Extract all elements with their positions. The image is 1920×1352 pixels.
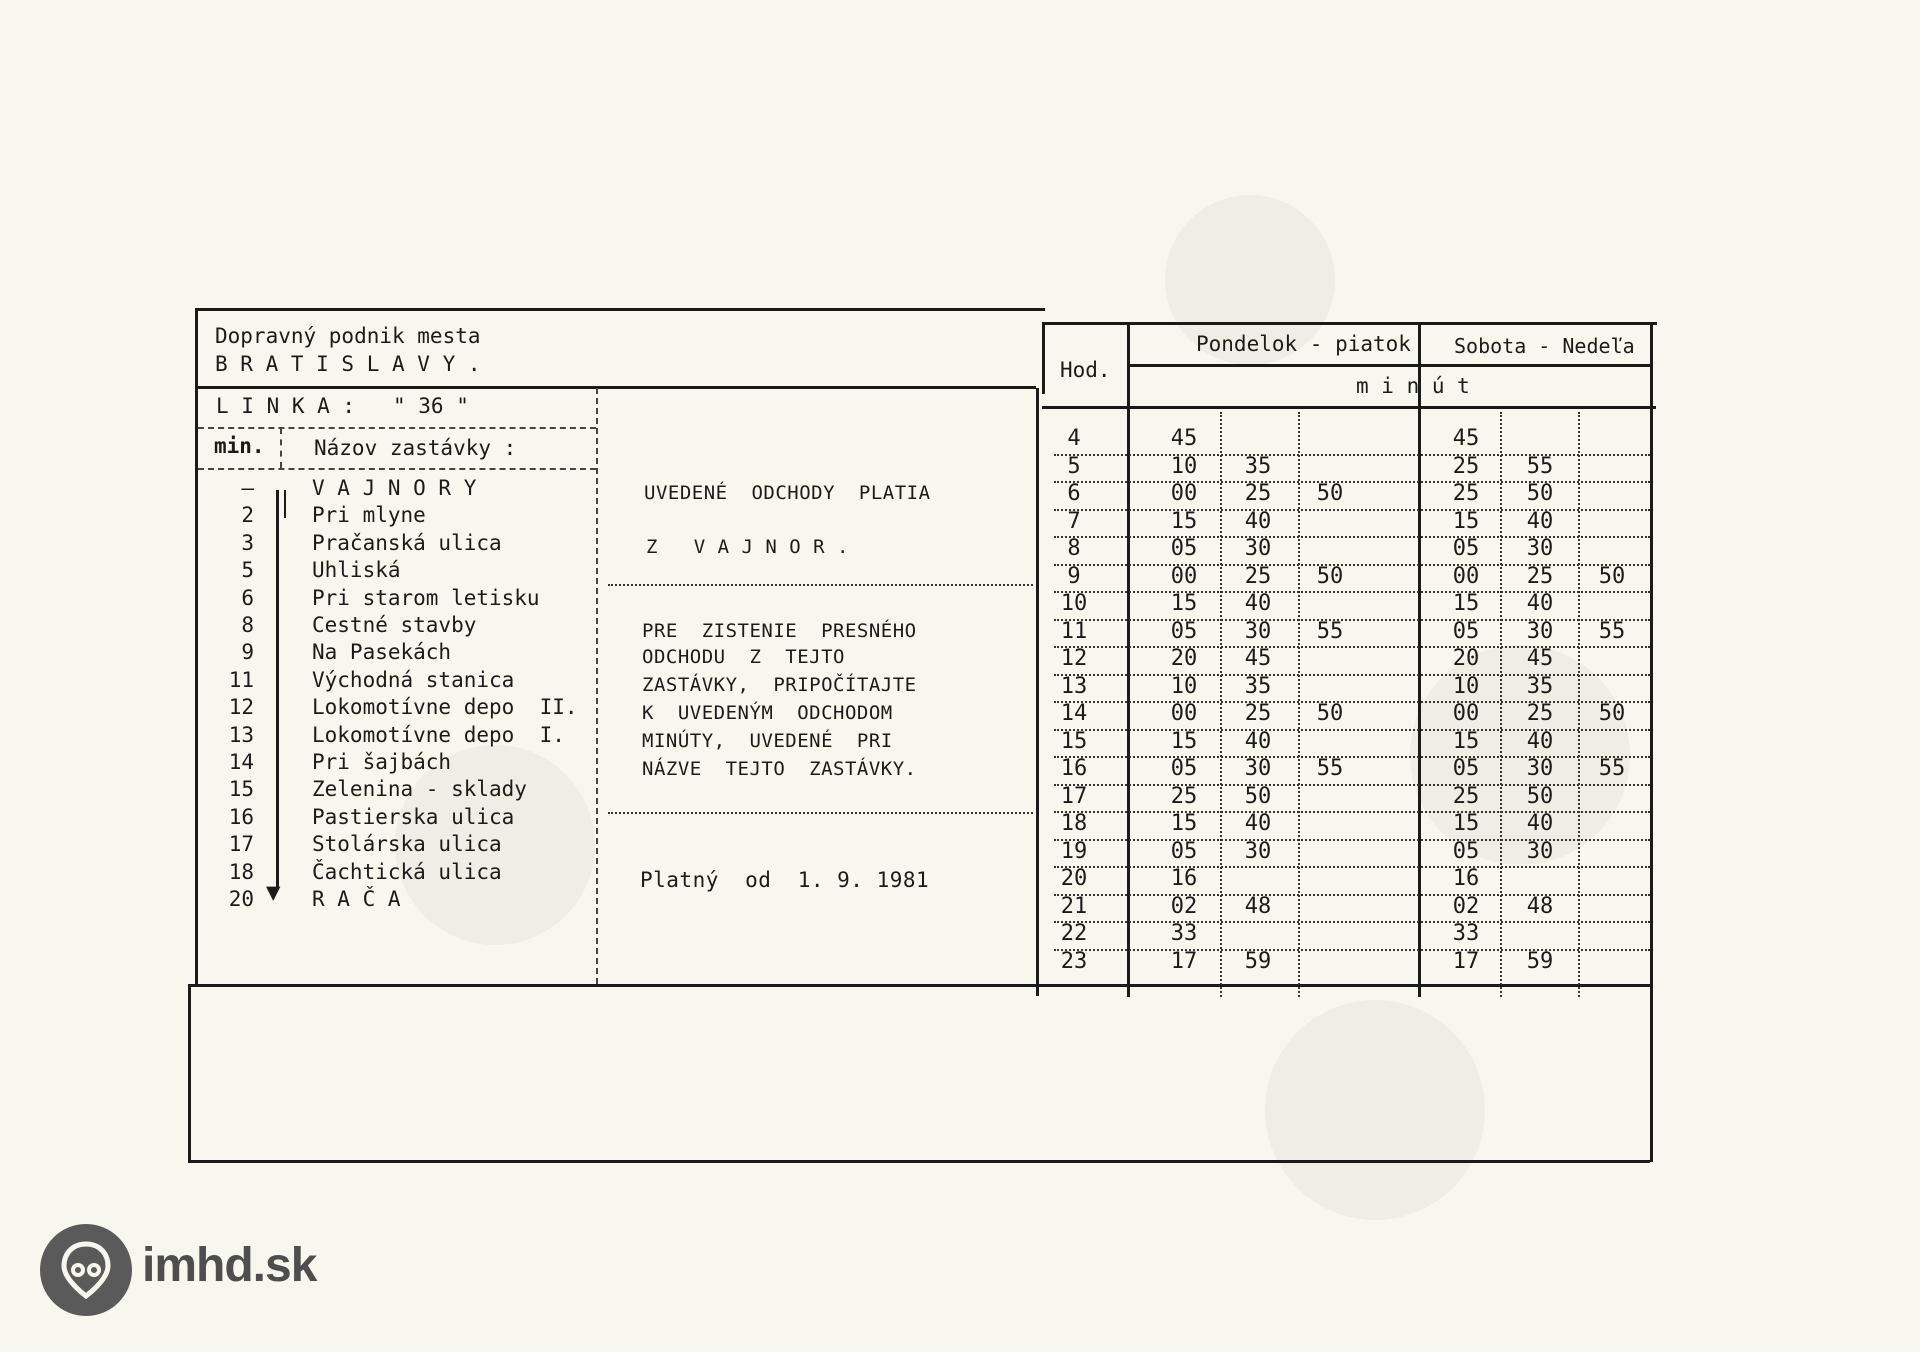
row-divider bbox=[1054, 564, 1650, 566]
hour-minutes-divider bbox=[1127, 322, 1130, 997]
weekday-minute-cell: 40 bbox=[1244, 508, 1272, 534]
weekday-minute-cell: 05 bbox=[1170, 536, 1198, 561]
stop-name: Lokomotívne depo I. bbox=[312, 722, 565, 747]
line-label-separator bbox=[198, 427, 596, 429]
weekend-minute-cell: 15 bbox=[1452, 591, 1480, 616]
weekend-minute-cell: 05 bbox=[1452, 618, 1480, 644]
hour-cell: 5 bbox=[1067, 453, 1081, 479]
weekday-header: Pondelok - piatok bbox=[1196, 332, 1411, 356]
instruction-line3: ZASTÁVKY, PRIPOČÍTAJTE bbox=[642, 674, 917, 696]
weekday-minute-cell: 45 bbox=[1170, 426, 1198, 451]
weekday-weekend-divider bbox=[1418, 322, 1421, 997]
weekend-minute-cell: 10 bbox=[1452, 673, 1480, 699]
hour-cell: 8 bbox=[1067, 536, 1081, 561]
weekday-minute-cell: 30 bbox=[1244, 838, 1272, 864]
stop-name: Pri starom letisku bbox=[312, 585, 540, 610]
hour-cell: 23 bbox=[1060, 948, 1088, 974]
stop-name: R A Č A bbox=[312, 887, 401, 911]
stop-minute: 14 bbox=[228, 750, 254, 774]
weekend-minute-cell: 50 bbox=[1526, 481, 1554, 506]
stop-minute: 17 bbox=[228, 832, 254, 857]
weekday-minute-cell: 17 bbox=[1170, 948, 1198, 974]
weekend-minute-cell: 40 bbox=[1526, 728, 1554, 754]
weekday-minute-cell: 25 bbox=[1244, 701, 1272, 726]
hour-cell: 13 bbox=[1060, 673, 1088, 699]
instruction-line2: ODCHODU Z TEJTO bbox=[642, 646, 845, 668]
stop-minute: 12 bbox=[228, 695, 254, 720]
weekend-minute-cell: 00 bbox=[1452, 563, 1480, 589]
weekday-minute-cell: 00 bbox=[1170, 701, 1198, 726]
weekday-minute-cell: 10 bbox=[1170, 673, 1198, 699]
row-divider bbox=[1054, 894, 1650, 896]
stop-minute: — bbox=[241, 476, 254, 500]
instruction-line5: MINÚTY, UVEDENÉ PRI bbox=[642, 730, 893, 752]
frame-right bbox=[1650, 322, 1653, 1162]
weekday-minute-cell: 10 bbox=[1170, 453, 1198, 479]
row-divider bbox=[1054, 921, 1650, 923]
stop-minute: 18 bbox=[228, 859, 254, 884]
row-divider bbox=[1054, 949, 1650, 951]
weekday-minute-cell: 05 bbox=[1170, 838, 1198, 864]
stop-minute: 13 bbox=[228, 722, 254, 747]
hour-column-header: Hod. bbox=[1060, 358, 1111, 382]
row-divider bbox=[1054, 839, 1650, 841]
weekend-minute-cell: 48 bbox=[1526, 893, 1554, 919]
weekend-minute-cell: 40 bbox=[1526, 811, 1554, 836]
hour-cell: 22 bbox=[1060, 921, 1088, 946]
weekday-minute-cell: 59 bbox=[1244, 948, 1272, 974]
weekend-minute-cell: 50 bbox=[1526, 783, 1554, 809]
weekday-minute-cell: 35 bbox=[1244, 673, 1272, 699]
stop-name: Stolárska ulica bbox=[312, 832, 502, 857]
stop-minute: 11 bbox=[228, 667, 254, 692]
weekday-minute-cell: 35 bbox=[1244, 453, 1272, 479]
weekend-minute-cell: 30 bbox=[1526, 838, 1554, 864]
company-city: B R A T I S L A V Y . bbox=[215, 352, 481, 376]
row-divider bbox=[1054, 536, 1650, 538]
weekend-minute-cell: 25 bbox=[1452, 481, 1480, 506]
weekday-minute-cell: 30 bbox=[1244, 536, 1272, 561]
line-label: L I N K A : " 36 " bbox=[216, 394, 469, 418]
weekend-minute-cell: 40 bbox=[1526, 591, 1554, 616]
stops-notes-divider bbox=[596, 388, 598, 984]
stop-name: Cestné stavby bbox=[312, 613, 477, 637]
weekday-minute-cell: 25 bbox=[1170, 783, 1198, 809]
direction-arrow-line bbox=[276, 490, 279, 890]
hour-cell: 9 bbox=[1067, 563, 1081, 589]
instruction-line4: K UVEDENÝM ODCHODOM bbox=[642, 702, 893, 724]
weekend-minute-cell: 17 bbox=[1452, 948, 1480, 974]
day-header-separator bbox=[1128, 364, 1650, 367]
weekend-minute-cell: 55 bbox=[1598, 756, 1626, 781]
min-column-header: min. bbox=[214, 434, 265, 458]
weekday-minute-cell: 00 bbox=[1170, 481, 1198, 506]
weekend-minute-cell: 25 bbox=[1452, 783, 1480, 809]
frame-bottom bbox=[188, 1160, 1650, 1163]
frame-left-lower bbox=[188, 984, 191, 1162]
weekday-minute-cell: 50 bbox=[1316, 481, 1344, 506]
weekday-minute-cell: 50 bbox=[1316, 701, 1344, 726]
stop-column-header: Názov zastávky : bbox=[314, 436, 517, 460]
stop-minute: 20 bbox=[228, 887, 254, 911]
weekday-minute-cell: 30 bbox=[1244, 618, 1272, 644]
weekend-minute-cell: 05 bbox=[1452, 756, 1480, 781]
stop-name: Zelenina - sklady bbox=[312, 777, 527, 802]
hour-cell: 4 bbox=[1067, 426, 1081, 451]
weekday-minute-cell: 05 bbox=[1170, 756, 1198, 781]
notes-separator-1 bbox=[608, 584, 1033, 586]
weekday-minute-cell: 25 bbox=[1244, 563, 1272, 589]
imhd-pin-icon bbox=[40, 1224, 132, 1316]
row-divider bbox=[1054, 646, 1650, 648]
row-divider bbox=[1054, 454, 1650, 456]
stop-name: Pri mlyne bbox=[312, 503, 426, 528]
hour-cell: 7 bbox=[1067, 508, 1081, 534]
row-divider bbox=[1054, 701, 1650, 703]
weekday-minute-cell: 40 bbox=[1244, 728, 1272, 754]
weekend-minute-cell: 45 bbox=[1452, 426, 1480, 451]
hour-column-left bbox=[1042, 322, 1045, 394]
weekend-minute-cell: 55 bbox=[1598, 618, 1626, 644]
instruction-line1: PRE ZISTENIE PRESNÉHO bbox=[642, 620, 917, 642]
minutes-header: m i n ú t bbox=[1356, 374, 1470, 398]
frame-top-left bbox=[195, 308, 1045, 311]
notes-separator-2 bbox=[608, 812, 1033, 814]
brand-name: imhd.sk bbox=[142, 1239, 317, 1292]
row-divider bbox=[1054, 784, 1650, 786]
weekend-minute-cell: 25 bbox=[1526, 563, 1554, 589]
frame-left bbox=[195, 308, 198, 986]
row-divider bbox=[1054, 481, 1650, 483]
hour-cell: 6 bbox=[1067, 481, 1081, 506]
hour-cell: 19 bbox=[1060, 838, 1088, 864]
weekend-minute-cell: 35 bbox=[1526, 673, 1554, 699]
weekday-minute-cell: 02 bbox=[1170, 893, 1198, 919]
weekday-minute-cell: 40 bbox=[1244, 811, 1272, 836]
company-name: Dopravný podnik mesta bbox=[215, 324, 481, 348]
stop-name: Pri šajbách bbox=[312, 750, 452, 774]
weekend-minute-cell: 30 bbox=[1526, 536, 1554, 561]
weekend-minute-cell: 00 bbox=[1452, 701, 1480, 726]
stop-minute: 16 bbox=[228, 804, 254, 829]
weekend-minute-cell: 55 bbox=[1526, 453, 1554, 479]
valid-from: Platný od 1. 9. 1981 bbox=[640, 868, 930, 892]
row-divider bbox=[1054, 729, 1650, 731]
row-divider bbox=[1054, 811, 1650, 813]
row-divider bbox=[1054, 509, 1650, 511]
notes-timetable-divider bbox=[1036, 388, 1039, 996]
weekend-minute-cell: 02 bbox=[1452, 893, 1480, 919]
weekday-minute-cell: 40 bbox=[1244, 591, 1272, 616]
stop-minute: 5 bbox=[241, 558, 254, 583]
weekend-minute-cell: 15 bbox=[1452, 508, 1480, 534]
hour-cell: 16 bbox=[1060, 756, 1088, 781]
weekday-minute-cell: 45 bbox=[1244, 646, 1272, 671]
weekend-minute-cell: 30 bbox=[1526, 756, 1554, 781]
stop-minute: 2 bbox=[241, 503, 254, 528]
minutes-header-separator bbox=[1042, 406, 1656, 409]
weekday-minute-cell: 55 bbox=[1316, 618, 1344, 644]
weekend-minute-cell: 45 bbox=[1526, 646, 1554, 671]
weekend-header: Sobota - Nedeľa bbox=[1454, 334, 1635, 358]
stop-name: V A J N O R Y bbox=[312, 476, 477, 500]
weekday-minute-cell: 16 bbox=[1170, 866, 1198, 891]
hour-cell: 21 bbox=[1060, 893, 1088, 919]
hour-cell: 14 bbox=[1060, 701, 1088, 726]
hour-cell: 20 bbox=[1060, 866, 1088, 891]
direction-arrow-line-2 bbox=[284, 490, 286, 518]
weekend-minute-cell: 33 bbox=[1452, 921, 1480, 946]
row-divider bbox=[1054, 756, 1650, 758]
weekday-minute-cell: 15 bbox=[1170, 591, 1198, 616]
hour-cell: 15 bbox=[1060, 728, 1088, 754]
stop-minute: 8 bbox=[241, 613, 254, 637]
stop-minute: 6 bbox=[241, 585, 254, 610]
weekday-minute-cell: 00 bbox=[1170, 563, 1198, 589]
weekend-minute-cell: 25 bbox=[1452, 453, 1480, 479]
hour-cell: 17 bbox=[1060, 783, 1088, 809]
weekend-minute-cell: 15 bbox=[1452, 811, 1480, 836]
weekday-minute-cell: 05 bbox=[1170, 618, 1198, 644]
company-separator bbox=[198, 386, 1036, 389]
stop-minute: 9 bbox=[241, 640, 254, 665]
weekday-minute-cell: 20 bbox=[1170, 646, 1198, 671]
weekend-minute-cell: 50 bbox=[1598, 563, 1626, 589]
direction-arrow-head-icon: ▼ bbox=[266, 878, 281, 906]
row-divider bbox=[1054, 619, 1650, 621]
weekend-minute-cell: 59 bbox=[1526, 948, 1554, 974]
stop-minute: 3 bbox=[241, 530, 254, 555]
weekday-minute-cell: 55 bbox=[1316, 756, 1344, 781]
weekend-col-divider-1 bbox=[1500, 412, 1502, 997]
stop-name: Pračanská ulica bbox=[312, 530, 502, 555]
stop-name: Východná stanica bbox=[312, 667, 515, 692]
stop-header-separator bbox=[198, 468, 596, 470]
validity-note-line2: Z V A J N O R . bbox=[646, 536, 849, 558]
row-divider bbox=[1054, 866, 1650, 868]
weekday-minute-cell: 50 bbox=[1316, 563, 1344, 589]
stop-name: Na Pasekách bbox=[312, 640, 452, 665]
weekend-minute-cell: 15 bbox=[1452, 728, 1480, 754]
hour-cell: 12 bbox=[1060, 646, 1088, 671]
weekday-col-divider-1 bbox=[1220, 412, 1222, 997]
validity-note-line1: UVEDENÉ ODCHODY PLATIA bbox=[644, 482, 931, 504]
stop-name: Lokomotívne depo II. bbox=[312, 695, 578, 720]
stop-minute: 15 bbox=[228, 777, 254, 802]
weekday-col-divider-2 bbox=[1298, 412, 1300, 997]
frame-top-right bbox=[1042, 322, 1657, 325]
weekday-minute-cell: 30 bbox=[1244, 756, 1272, 781]
min-column-divider bbox=[280, 428, 282, 468]
hour-cell: 18 bbox=[1060, 811, 1088, 836]
weekday-minute-cell: 50 bbox=[1244, 783, 1272, 809]
weekend-minute-cell: 50 bbox=[1598, 701, 1626, 726]
weekend-minute-cell: 16 bbox=[1452, 866, 1480, 891]
weekend-minute-cell: 05 bbox=[1452, 838, 1480, 864]
instruction-line6: NÁZVE TEJTO ZASTÁVKY. bbox=[642, 758, 917, 780]
stop-name: Čachtická ulica bbox=[312, 859, 502, 884]
stop-name: Pastierska ulica bbox=[312, 804, 515, 829]
frame-main-bottom bbox=[188, 984, 1650, 987]
weekday-minute-cell: 25 bbox=[1244, 481, 1272, 506]
hour-cell: 11 bbox=[1060, 618, 1088, 644]
weekday-minute-cell: 48 bbox=[1244, 893, 1272, 919]
row-divider bbox=[1054, 674, 1650, 676]
row-divider bbox=[1054, 591, 1650, 593]
weekend-minute-cell: 40 bbox=[1526, 508, 1554, 534]
weekend-col-divider-2 bbox=[1578, 412, 1580, 997]
hour-cell: 10 bbox=[1060, 591, 1088, 616]
weekday-minute-cell: 33 bbox=[1170, 921, 1198, 946]
weekend-minute-cell: 25 bbox=[1526, 701, 1554, 726]
weekend-minute-cell: 20 bbox=[1452, 646, 1480, 671]
weekday-minute-cell: 15 bbox=[1170, 508, 1198, 534]
weekend-minute-cell: 30 bbox=[1526, 618, 1554, 644]
weekend-minute-cell: 05 bbox=[1452, 536, 1480, 561]
weekday-minute-cell: 15 bbox=[1170, 811, 1198, 836]
stop-name: Uhliská bbox=[312, 558, 401, 583]
weekday-minute-cell: 15 bbox=[1170, 728, 1198, 754]
